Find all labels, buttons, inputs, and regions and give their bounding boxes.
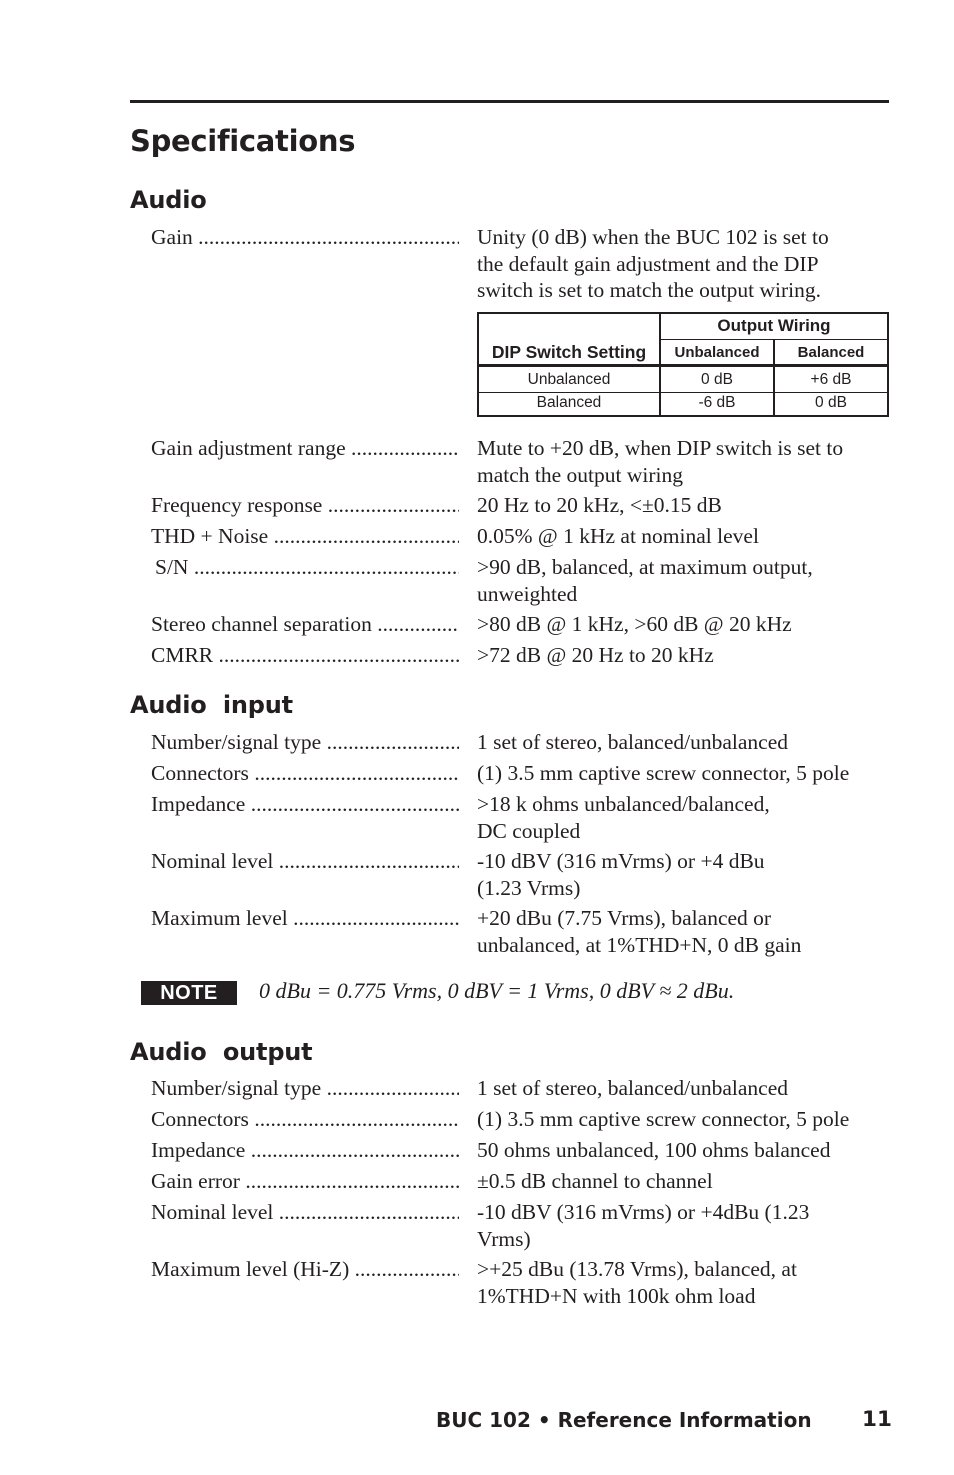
spec-value	[477, 1137, 889, 1164]
spec-value-line: Unity (0 dB) when the BUC 102 is set to	[477, 225, 829, 249]
spec-value-line: Mute to +20 dB, when DIP switch is set to	[477, 436, 844, 460]
note-badge: NOTE	[141, 981, 237, 1005]
spec-value-line: >72 dB @ 20 Hz to 20 kHz	[477, 643, 714, 667]
page-title: Specifications	[130, 124, 356, 158]
top-rule	[130, 100, 889, 103]
section-heading-audio: Audio	[130, 186, 207, 214]
spec-label: Gain .....	[151, 224, 459, 251]
spec-value	[477, 729, 889, 756]
spec-label: Nominal level .....	[151, 1199, 459, 1226]
spec-value	[477, 791, 889, 844]
dip-switch-table	[477, 312, 889, 417]
table-cell: 0 dB	[815, 394, 847, 411]
spec-value-line: (1) 3.5 mm captive screw connector, 5 pole	[477, 1107, 850, 1131]
spec-label: Stereo channel separation .....	[151, 611, 459, 638]
spec-value-line: 0.05% @ 1 kHz at nominal level	[477, 524, 759, 548]
spec-value	[477, 642, 889, 669]
spec-value-line: switch is set to match the output wiring.	[477, 278, 821, 302]
spec-value	[477, 224, 889, 304]
note-text: 0 dBu = 0.775 Vrms, 0 dBV = 1 Vrms, 0 dBV ≈ 2 dBu.	[259, 978, 735, 1003]
spec-value-line: match the output wiring	[477, 462, 684, 487]
spec-value-line: Vrms)	[477, 1226, 531, 1251]
spec-value-line: 50 ohms unbalanced, 100 ohms balanced	[477, 1138, 831, 1162]
spec-value-line: 20 Hz to 20 kHz, <±0.15 dB	[477, 493, 722, 517]
spec-value-line: unbalanced, at 1%THD+N, 0 dB gain	[477, 932, 802, 957]
spec-value	[477, 848, 889, 901]
spec-label: Gain adjustment range .....	[151, 435, 459, 462]
spec-label: Connectors .....	[151, 760, 459, 787]
spec-value-line: (1) 3.5 mm captive screw connector, 5 pole	[477, 761, 850, 785]
table-cell-setting: Unbalanced	[527, 371, 611, 388]
table-cell: +6 dB	[810, 371, 852, 388]
section-heading-audio-input: Audio input	[130, 691, 293, 719]
spec-value	[477, 492, 889, 519]
spec-value	[477, 1106, 889, 1133]
column-header-balanced: Balanced	[797, 344, 865, 361]
page-number: 11	[862, 1407, 892, 1432]
spec-value	[477, 1075, 889, 1102]
spec-value-line: +20 dBu (7.75 Vrms), balanced or	[477, 906, 772, 930]
spec-value-line: 1 set of stereo, balanced/unbalanced	[477, 730, 789, 754]
spec-value	[477, 611, 889, 638]
spec-label: Connectors .....	[151, 1106, 459, 1133]
spec-value-line: >18 k ohms unbalanced/balanced,	[477, 792, 770, 816]
spec-value-line: unweighted	[477, 581, 578, 606]
spec-value	[477, 435, 889, 488]
spec-value	[477, 554, 889, 607]
spec-value-line: -10 dBV (316 mVrms) or +4 dBu	[477, 849, 765, 873]
table-divider	[477, 392, 889, 393]
spec-label: Number/signal type .....	[151, 729, 459, 756]
table-divider	[477, 364, 889, 367]
spec-value-line: >80 dB @ 1 kHz, >60 dB @ 20 kHz	[477, 612, 792, 636]
dip-switch-setting-header: DIP Switch Setting	[491, 342, 647, 362]
spec-label: Number/signal type .....	[151, 1075, 459, 1102]
section-heading-audio-output: Audio output	[130, 1038, 313, 1066]
footer-title: BUC 102 • Reference Information	[436, 1408, 812, 1432]
spec-label: Impedance .....	[151, 1137, 459, 1164]
table-cell-setting: Balanced	[536, 394, 602, 411]
spec-value-line: 1%THD+N with 100k ohm load	[477, 1283, 756, 1308]
spec-value-line: -10 dBV (316 mVrms) or +4dBu (1.23	[477, 1200, 810, 1224]
spec-value	[477, 523, 889, 550]
spec-label: CMRR .....	[151, 642, 459, 669]
spec-label: THD + Noise .....	[151, 523, 459, 550]
spec-value	[477, 1199, 889, 1252]
spec-label: Nominal level .....	[151, 848, 459, 875]
spec-value	[477, 1256, 889, 1309]
table-cell: -6 dB	[698, 394, 736, 411]
spec-label: Frequency response .....	[151, 492, 459, 519]
spec-value-line: the default gain adjustment and the DIP	[477, 251, 819, 276]
spec-value-line: >90 dB, balanced, at maximum output,	[477, 555, 813, 579]
spec-value	[477, 760, 889, 787]
output-wiring-header: Output Wiring	[717, 316, 831, 335]
table-divider	[659, 339, 889, 340]
spec-value	[477, 905, 889, 958]
spec-value-line: >+25 dBu (13.78 Vrms), balanced, at	[477, 1257, 797, 1281]
spec-value-line: (1.23 Vrms)	[477, 875, 581, 900]
column-header-unbalanced: Unbalanced	[674, 344, 760, 361]
spec-label: Impedance .....	[151, 791, 459, 818]
spec-label: Gain error .....	[151, 1168, 459, 1195]
spec-label: Maximum level (Hi-Z) .....	[151, 1256, 459, 1283]
spec-value-line: ±0.5 dB channel to channel	[477, 1169, 713, 1193]
spec-value	[477, 1168, 889, 1195]
spec-label: S/N .....	[155, 554, 459, 581]
spec-label: Maximum level .....	[151, 905, 459, 932]
spec-value-line: 1 set of stereo, balanced/unbalanced	[477, 1076, 789, 1100]
spec-value-line: DC coupled	[477, 818, 581, 843]
table-cell: 0 dB	[701, 371, 733, 388]
